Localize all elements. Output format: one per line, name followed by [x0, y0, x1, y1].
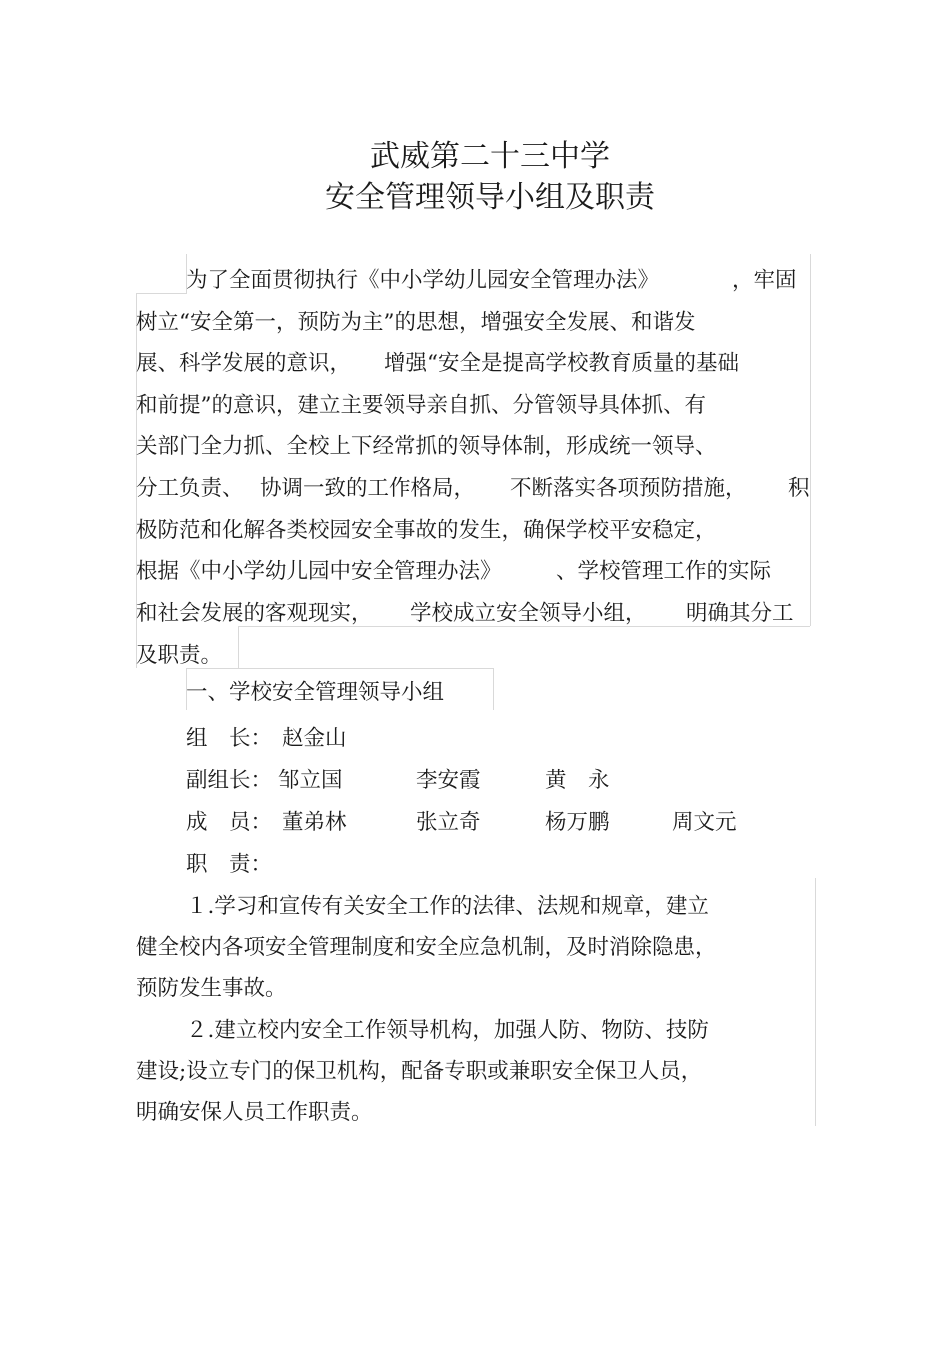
- intro-text: 增强“安全是提高学校教育质量的基础: [384, 351, 739, 376]
- intro-text: 关部门全力抓、全校上下经常抓的领导体制，形成统一领导、: [136, 434, 717, 459]
- intro-text: 不断落实各项预防措施，: [510, 476, 747, 501]
- duty-text: 建设;设立专门的保卫机构，配备专职或兼职安全保卫人员，: [136, 1059, 703, 1084]
- member-name: 董弟林: [282, 810, 347, 835]
- duty-text: 明确安保人员工作职责。: [136, 1100, 373, 1125]
- members-label: 成 员：: [186, 810, 273, 835]
- guide-line: [238, 668, 493, 669]
- intro-text: 及职责。: [136, 643, 223, 668]
- duty-text: ２.建立校内安全工作领导机构，加强人防、物防、技防: [186, 1018, 709, 1043]
- guide-line: [810, 254, 811, 626]
- deputy-name: 李安霞: [416, 768, 481, 793]
- intro-text: 极防范和化解各类校园安全事故的发生，确保学校平安稳定，: [136, 518, 717, 543]
- guide-line: [238, 626, 239, 668]
- deputy-name: 邹立国: [278, 768, 343, 793]
- member-name: 周文元: [672, 810, 737, 835]
- intro-text: 协调一致的工作格局，: [260, 476, 476, 501]
- duties-label: 职 责：: [186, 852, 273, 877]
- member-name: 张立奇: [416, 810, 481, 835]
- intro-text: 积: [788, 476, 810, 501]
- intro-text: 和社会发展的客观现实，: [136, 601, 373, 626]
- deputy-name: 黄 永: [545, 768, 610, 793]
- leader-label: 组 长：: [186, 726, 273, 751]
- intro-text: 根据《中小学幼儿园中安全管理办法》: [136, 559, 502, 584]
- document-title-school: 武威第二十三中学: [370, 139, 610, 174]
- intro-text: ，牢固: [732, 268, 797, 293]
- member-name: 杨万鹏: [545, 810, 610, 835]
- deputy-label: 副组长：: [186, 768, 273, 793]
- guide-line: [815, 878, 816, 1126]
- intro-text: 为了全面贯彻执行《中小学幼儿园安全管理办法》: [186, 268, 660, 293]
- intro-text: 明确其分工: [686, 601, 794, 626]
- leader-name: 赵金山: [282, 726, 347, 751]
- intro-text: 分工负责、: [136, 476, 244, 501]
- intro-text: 、学校管理工作的实际: [556, 559, 772, 584]
- guide-line: [493, 668, 494, 710]
- guide-line: [136, 293, 187, 294]
- intro-text: 和前提”的意识，建立主要领导亲自抓、分管领导具体抓、有: [136, 393, 706, 418]
- duty-text: 健全校内各项安全管理制度和安全应急机制，及时消除隐患，: [136, 935, 717, 960]
- document-title-subject: 安全管理领导小组及职责: [325, 180, 655, 215]
- duty-text: １.学习和宣传有关安全工作的法律、法规和规章，建立: [186, 894, 709, 919]
- intro-text: 展、科学发展的意识，: [136, 351, 352, 376]
- intro-text: 树立“安全第一，预防为主”的思想，增强安全发展、和谐发: [136, 310, 696, 335]
- intro-text: 学校成立安全领导小组，: [410, 601, 647, 626]
- duty-text: 预防发生事故。: [136, 976, 287, 1001]
- section-heading-text: 一、学校安全管理领导小组: [186, 680, 445, 705]
